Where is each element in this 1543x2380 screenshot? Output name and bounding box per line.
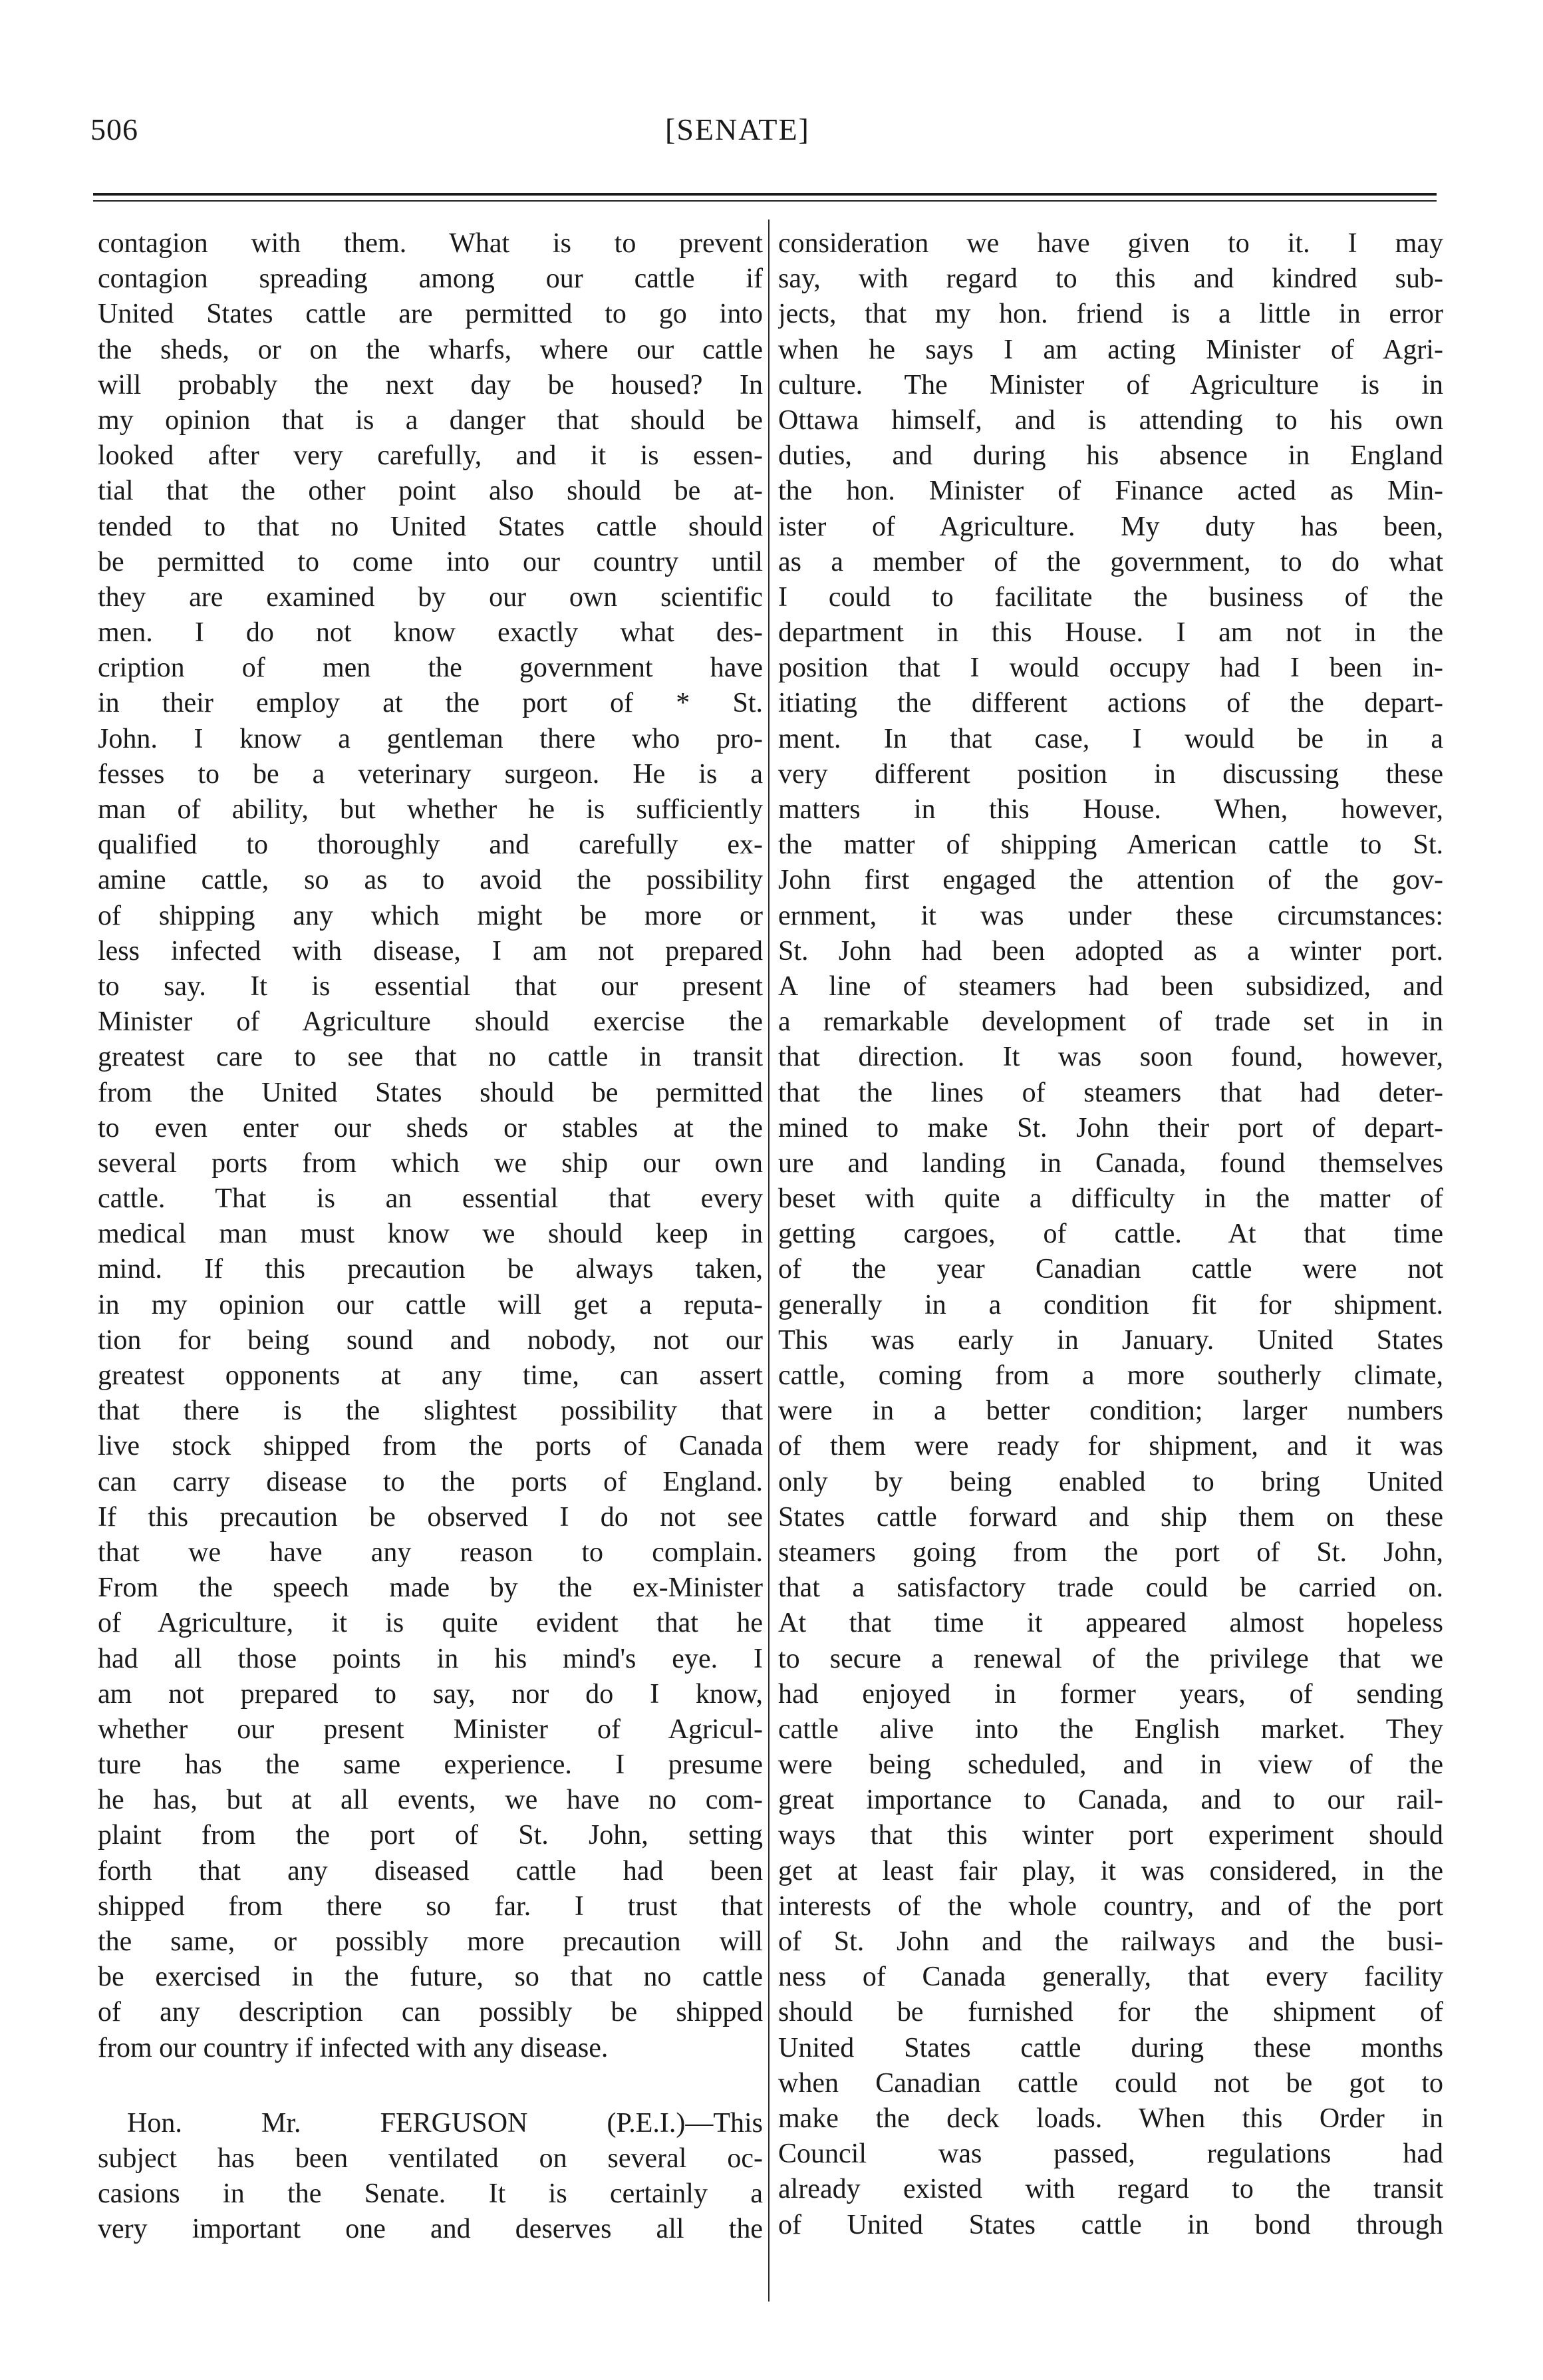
text-line: John. I know a gentleman there who pro- — [98, 723, 763, 754]
text-line: Minister of Agriculture should exercise the — [98, 1006, 763, 1038]
text-line: looked after very carefully, and it is essen- — [98, 440, 763, 472]
text-line: duties, and during his absence in England — [778, 440, 1443, 472]
text-line: the matter of shipping American cattle to St. — [778, 829, 1443, 861]
text-line: mined to make St. John their port of depart- — [778, 1112, 1443, 1143]
text-line: of Agriculture, it is quite evident that he — [98, 1608, 763, 1639]
left-column — [98, 226, 763, 2248]
text-line: say, with regard to this and kindred sub- — [778, 263, 1443, 295]
text-line: plaint from the port of St. John, setting — [98, 1820, 763, 1851]
text-line: If this precaution be observed I do not see — [98, 1501, 763, 1533]
text-line: of them were ready for shipment, and it was — [778, 1431, 1443, 1462]
text-line: whether our present Minister of Agricul- — [98, 1713, 763, 1745]
text-line: From the speech made by the ex-Minister — [98, 1572, 763, 1604]
text-line: St. John had been adopted as a winter port. — [778, 935, 1443, 967]
text-line: the hon. Minister of Finance acted as Min- — [778, 476, 1443, 507]
text-line: cattle. That is an essential that every — [98, 1183, 763, 1215]
text-line: I could to facilitate the business of the — [778, 581, 1443, 613]
text-line: that the lines of steamers that had deter- — [778, 1077, 1443, 1108]
text-line: that direction. It was soon found, however, — [778, 1042, 1443, 1073]
header-rule — [93, 193, 1437, 196]
text-line: Council was passed, regulations had — [778, 2139, 1443, 2170]
text-line: make the deck loads. When this Order in — [778, 2103, 1443, 2134]
text-line: generally in a condition fit for shipment. — [778, 1289, 1443, 1320]
text-line: ister of Agriculture. My duty has been, — [778, 511, 1443, 542]
text-line: be permitted to come into our country until — [98, 546, 763, 577]
text-line: several ports from which we ship our own — [98, 1147, 763, 1179]
text-line: cattle, coming from a more southerly climate, — [778, 1360, 1443, 1391]
header-rule-thin — [93, 200, 1437, 202]
text-line: they are examined by our own scientific — [98, 581, 763, 613]
text-line: United States cattle are permitted to go into — [98, 299, 763, 330]
text-line: great importance to Canada, and to our rail- — [778, 1785, 1443, 1816]
text-line: jects, that my hon. friend is a little in error — [778, 299, 1443, 330]
text-line: subject has been ventilated on several oc- — [98, 2143, 763, 2174]
text-line: cription of men the government have — [98, 653, 763, 684]
text-line: the same, or possibly more precaution will — [98, 1926, 763, 1957]
right-column — [778, 226, 1443, 2243]
text-line: that there is the slightest possibility that — [98, 1396, 763, 1427]
text-line: am not prepared to say, nor do I know, — [98, 1678, 763, 1710]
text-line: that we have any reason to complain. — [98, 1537, 763, 1568]
text-line: department in this House. I am not in the — [778, 617, 1443, 649]
text-line: interests of the whole country, and of the port — [778, 1890, 1443, 1922]
text-line: get at least fair play, it was considered, in the — [778, 1855, 1443, 1886]
text-line: United States cattle during these months — [778, 2032, 1443, 2063]
running-head: [SENATE] — [665, 112, 810, 146]
text-line: had enjoyed in former years, of sending — [778, 1678, 1443, 1710]
text-line: Ottawa himself, and is attending to his own — [778, 404, 1443, 436]
text-line: position that I would occupy had I been in- — [778, 653, 1443, 684]
text-line: tion for being sound and nobody, not our — [98, 1324, 763, 1356]
text-line: of the year Canadian cattle were not — [778, 1254, 1443, 1285]
text-line: amine cattle, so as to avoid the possibility — [98, 865, 763, 896]
text-line: medical man must know we should keep in — [98, 1219, 763, 1250]
text-line: fesses to be a veterinary surgeon. He is a — [98, 758, 763, 790]
text-line: itiating the different actions of the depart- — [778, 688, 1443, 719]
page-header — [0, 112, 1543, 158]
text-line: shipped from there so far. I trust that — [98, 1890, 763, 1922]
text-line: steamers going from the port of St. John, — [778, 1537, 1443, 1568]
text-line: ture has the same experience. I presume — [98, 1749, 763, 1781]
text-line: cattle alive into the English market. They — [778, 1713, 1443, 1745]
text-line: culture. The Minister of Agriculture is in — [778, 369, 1443, 400]
text-line: mind. If this precaution be always taken, — [98, 1254, 763, 1285]
text-line: A line of steamers had been subsidized, and — [778, 970, 1443, 1002]
text-line: John first engaged the attention of the gov- — [778, 865, 1443, 896]
text-line: to even enter our sheds or stables at the — [98, 1112, 763, 1143]
text-line: that a satisfactory trade could be carried on. — [778, 1572, 1443, 1604]
text-line: the sheds, or on the wharfs, where our cattle — [98, 334, 763, 365]
text-line: casions in the Senate. It is certainly a — [98, 2178, 763, 2210]
text-line: a remarkable development of trade set in in — [778, 1006, 1443, 1038]
text-line: from the United States should be permitted — [98, 1077, 763, 1108]
text-line: getting cargoes, of cattle. At that time — [778, 1219, 1443, 1250]
text-line: from our country if infected with any disease. — [98, 2032, 609, 2063]
text-line: men. I do not know exactly what des- — [98, 617, 763, 649]
paragraph-gap — [98, 2066, 763, 2106]
text-line: when he says I am acting Minister of Agri- — [778, 334, 1443, 365]
text-line: in their employ at the port of * St. — [98, 688, 763, 719]
column-divider — [768, 220, 770, 2302]
text-line: contagion spreading among our cattle if — [98, 263, 763, 295]
text-line: can carry disease to the ports of England. — [98, 1466, 763, 1497]
text-line: had all those points in his mind's eye. I — [98, 1643, 763, 1674]
text-line: man of ability, but whether he is sufficiently — [98, 794, 763, 825]
text-line: very different position in discussing these — [778, 758, 1443, 790]
text-line: consideration we have given to it. I may — [778, 228, 1443, 259]
text-line: qualified to thoroughly and carefully ex- — [98, 829, 763, 861]
text-line: greatest care to see that no cattle in transit — [98, 1042, 763, 1073]
text-line: ness of Canada generally, that every facility — [778, 1962, 1443, 1993]
page-number: 506 — [90, 112, 138, 146]
text-line: to say. It is essential that our present — [98, 970, 763, 1002]
text-line: ernment, it was under these circumstances: — [778, 900, 1443, 931]
text-line: already existed with regard to the transit — [778, 2174, 1443, 2205]
text-line: to secure a renewal of the privilege that we — [778, 1643, 1443, 1674]
text-line: he has, but at all events, we have no com- — [98, 1785, 763, 1816]
text-line: ure and landing in Canada, found themselves — [778, 1147, 1443, 1179]
text-line: live stock shipped from the ports of Canada — [98, 1431, 763, 1462]
text-line: matters in this House. When, however, — [778, 794, 1443, 825]
text-line: ment. In that case, I would be in a — [778, 723, 1443, 754]
text-line: tended to that no United States cattle should — [98, 511, 763, 542]
text-line: of any description can possibly be shipped — [98, 1997, 763, 2028]
text-line: States cattle forward and ship them on these — [778, 1501, 1443, 1533]
text-line: be exercised in the future, so that no cattle — [98, 1962, 763, 1993]
text-line: should be furnished for the shipment of — [778, 1997, 1443, 2028]
text-line: of United States cattle in bond through — [778, 2209, 1443, 2240]
text-line: only by being enabled to bring United — [778, 1466, 1443, 1497]
text-line: beset with quite a difficulty in the matter of — [778, 1183, 1443, 1215]
text-line: At that time it appeared almost hopeless — [778, 1608, 1443, 1639]
text-line: my opinion that is a danger that should be — [98, 404, 763, 436]
text-line: Hon. Mr. FERGUSON (P.E.I.)—This — [127, 2107, 763, 2139]
text-line: were in a better condition; larger numbers — [778, 1396, 1443, 1427]
text-line: greatest opponents at any time, can assert — [98, 1360, 763, 1391]
text-line: ways that this winter port experiment should — [778, 1820, 1443, 1851]
text-line: will probably the next day be housed? In — [98, 369, 763, 400]
text-line: very important one and deserves all the — [98, 2214, 763, 2245]
text-line: tial that the other point also should be at- — [98, 476, 763, 507]
text-line: less infected with disease, I am not prepared — [98, 935, 763, 967]
text-line: of St. John and the railways and the busi- — [778, 1926, 1443, 1957]
text-line: when Canadian cattle could not be got to — [778, 2067, 1443, 2099]
text-line: forth that any diseased cattle had been — [98, 1855, 763, 1886]
text-line: as a member of the government, to do what — [778, 546, 1443, 577]
text-line: in my opinion our cattle will get a reputa- — [98, 1289, 763, 1320]
text-line: contagion with them. What is to prevent — [98, 228, 763, 259]
text-line: This was early in January. United States — [778, 1324, 1443, 1356]
text-line: were being scheduled, and in view of the — [778, 1749, 1443, 1781]
text-line: of shipping any which might be more or — [98, 900, 763, 931]
